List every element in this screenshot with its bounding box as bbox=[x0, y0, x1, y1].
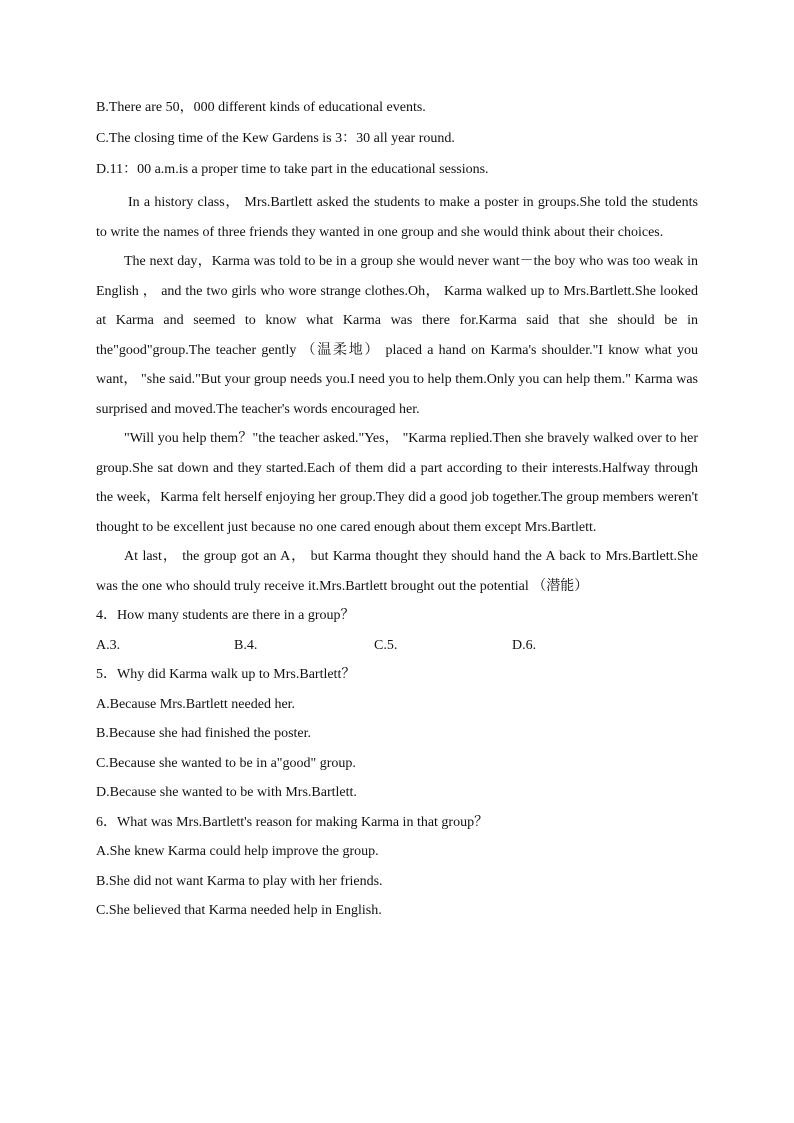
passage-paragraph-1: In a history class， Mrs.Bartlett asked the students to make a poster in groups.She told the students to write the names of three friends they wanted in one group and she would think about their choices. bbox=[96, 195, 698, 240]
passage-paragraph-2: The next day，Karma was told to be in a group she would never want－the boy who was too weak in English ， and the two girls who wore strange clothes.Oh， Karma walked up to Mrs.Bartlett.She looked at Karma and seemed to know what Karma was there for.Karma said that she should be in the"good"group.The teacher gently （温柔地） placed a hand on Karma's shoulder."I know what you want， "she said."But your group needs you.I need you to help them.Only you can help them." Karma was surprised and moved.The teacher's words encouraged her. bbox=[96, 254, 698, 417]
prev-option-b: B.There are 50，000 different kinds of educational events. bbox=[96, 100, 426, 115]
option-a: A.3. bbox=[96, 637, 121, 653]
option-a: A.Because Mrs.Bartlett needed her. bbox=[96, 696, 296, 712]
question-6 bbox=[96, 808, 698, 926]
question-4-options bbox=[96, 631, 698, 661]
option-c: C.5. bbox=[374, 637, 398, 653]
option-b: B.4. bbox=[234, 637, 258, 653]
question-6-text: 6．What was Mrs.Bartlett's reason for making Karma in that group？ bbox=[96, 814, 489, 830]
option-a: A.She knew Karma could help improve the group. bbox=[96, 844, 379, 859]
passage-paragraph-4: At last， the group got an A， but Karma thought they should hand the A back to Mrs.Bartlett.She was the one who should truly receive it.Mrs.Bartlett brought out the potential （潜能） bbox=[96, 549, 698, 594]
option-c: C.Because she wanted to be in a"good" group. bbox=[96, 755, 356, 771]
reading-passage bbox=[96, 188, 698, 601]
option-d: D.6. bbox=[512, 637, 537, 653]
option-c: C.She believed that Karma needed help in English. bbox=[96, 903, 382, 918]
question-5 bbox=[96, 660, 698, 808]
option-b: B.Because she had finished the poster. bbox=[96, 726, 312, 741]
prev-option-d: D.11：00 a.m.is a proper time to take part in the educational sessions. bbox=[96, 162, 489, 177]
question-4-text: 4．How many students are there in a group？ bbox=[96, 608, 355, 623]
document-page bbox=[96, 92, 698, 926]
question-5-text: 5．Why did Karma walk up to Mrs.Bartlett？ bbox=[96, 667, 356, 682]
option-b: B.She did not want Karma to play with her friends. bbox=[96, 873, 383, 889]
option-d: D.Because she wanted to be with Mrs.Bartlett. bbox=[96, 785, 357, 800]
question-4 bbox=[96, 601, 698, 660]
passage-paragraph-3: "Will you help them？"the teacher asked."Yes， "Karma replied.Then she bravely walked over to her group.She sat down and they started.Each of them did a part according to their interests.Halfway through the week，Karma felt herself enjoying her group.They did a good job together.The group members weren't thought to be excellent just because no one cared enough about them except Mrs.Bartlett. bbox=[96, 431, 698, 535]
prev-option-c: C.The closing time of the Kew Gardens is 3：30 all year round. bbox=[96, 131, 455, 146]
